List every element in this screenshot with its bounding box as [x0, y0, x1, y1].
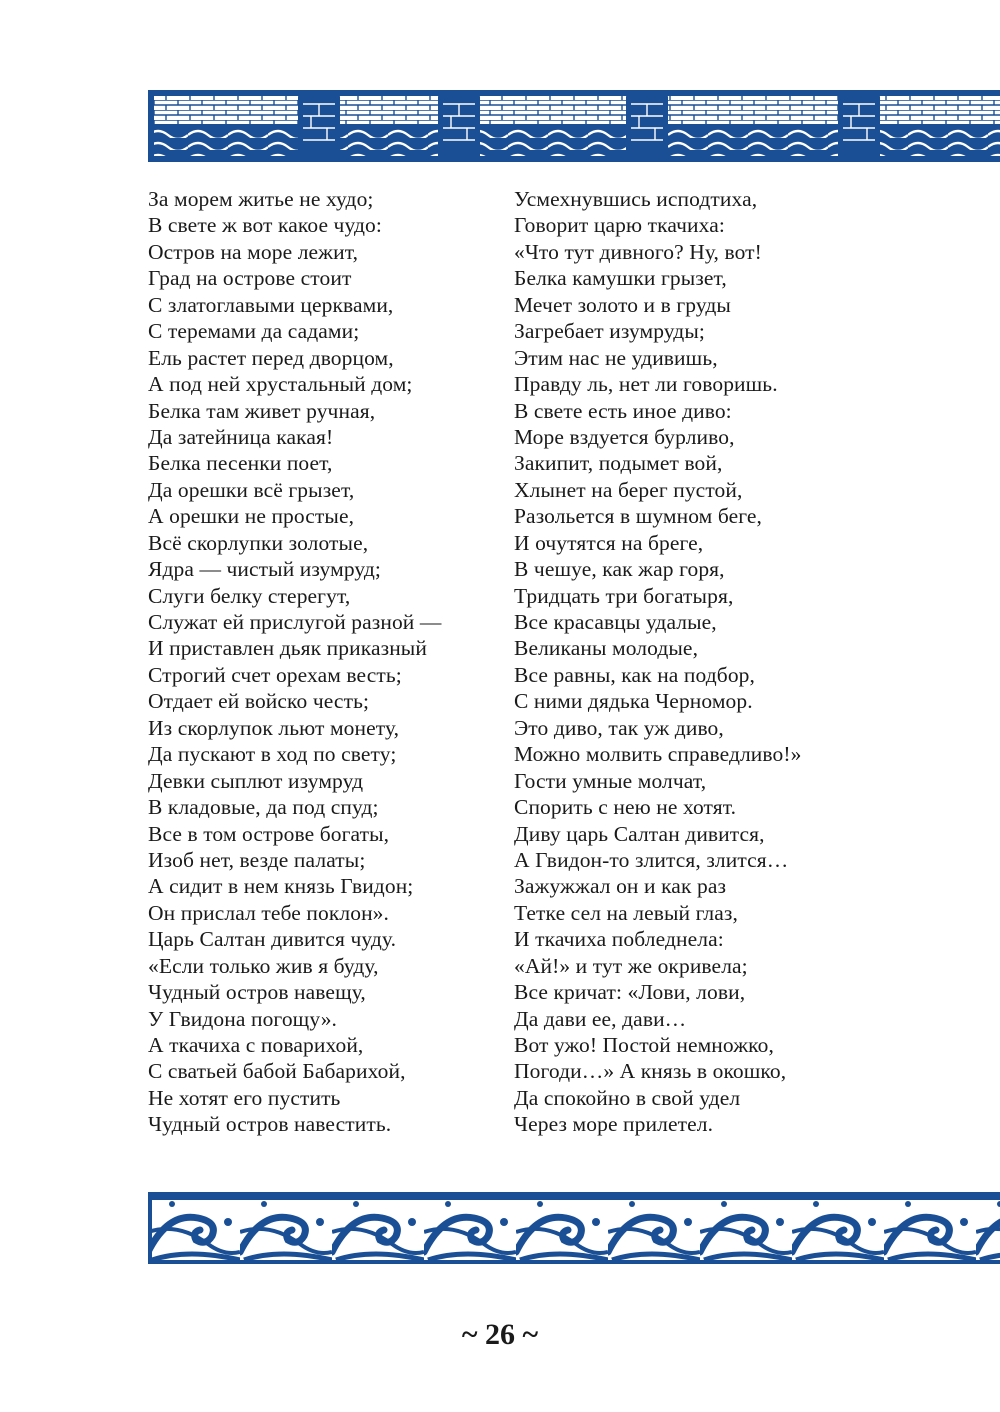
poem-line: Белка там живет ручная, — [148, 398, 376, 423]
poem-line: Этим нас не удивишь, — [514, 345, 718, 370]
poem-line: Чудный остров навещу, — [148, 980, 366, 1005]
poem-line: Ядра — чистый изумруд; — [148, 557, 381, 582]
poem-line: Чудный остров навестить. — [148, 1112, 392, 1137]
poem-line: С ними дядька Черномор. — [514, 689, 753, 714]
poem-line: Все равны, как на подбор, — [514, 662, 756, 687]
poem-line: И приставлен дьяк приказный — [148, 636, 427, 661]
poem-line: Белка песенки поет, — [148, 451, 333, 476]
top-wall-wave-ornament — [148, 90, 1000, 162]
poem-line: Ель растет перед дворцом, — [148, 345, 394, 370]
poem-left-column — [148, 186, 498, 1138]
poem-line: В свете есть иное диво: — [514, 398, 732, 423]
poem-line: Строгий счет орехам весть; — [148, 662, 402, 687]
poem-line: Это диво, так уж диво, — [514, 715, 724, 740]
poem-line: Да орешки всё грызет, — [148, 477, 355, 502]
poem-line: Зажужжал он и как раз — [514, 874, 727, 899]
poem-line: И ткачиха побледнела: — [514, 927, 724, 952]
poem-line: Все в том острове богаты, — [148, 821, 390, 846]
poem-line: А орешки не простые, — [148, 504, 355, 529]
poem-line: Служат ей прислугой разной — — [148, 610, 442, 634]
poem-line: Спорить с нею не хотят. — [514, 795, 737, 820]
poem-line: Слуги белку стерегут, — [148, 583, 351, 608]
page-number: ~ 26 ~ — [461, 1318, 539, 1351]
poem-line: «Если только жив я буду, — [148, 953, 379, 978]
poem-line: Разольется в шумном беге, — [514, 504, 763, 529]
poem-line: Погоди…» А князь в окошко, — [514, 1059, 787, 1084]
poem-line: «Ай!» и тут же окривела; — [514, 953, 748, 978]
poem-line: Все кричат: «Лови, лови, — [514, 980, 746, 1005]
poem-line: Говорит царю ткачиха: — [514, 213, 725, 238]
poem-line: Да спокойно в свой удел — [514, 1085, 741, 1110]
poem-line: Великаны молодые, — [514, 636, 699, 661]
poem-line: Загребает изумруды; — [514, 319, 705, 344]
poem-line: Все красавцы удалые, — [514, 610, 717, 634]
poem-line: Можно молвить справедливо!» — [514, 742, 802, 767]
poem-line: Град на острове стоит — [148, 266, 352, 291]
poem-line: Да пускают в ход по свету; — [148, 742, 397, 767]
poem-line: Закипит, подымет вой, — [514, 451, 723, 476]
poem-line: И очутятся на бреге, — [514, 530, 704, 555]
poem-line: У Гвидона погощу». — [148, 1006, 338, 1031]
poem-line: Царь Салтан дивится чуду. — [148, 927, 397, 952]
poem-line: Да дави ее, дави… — [514, 1006, 687, 1031]
poem-line: Отдает ей войско честь; — [148, 689, 370, 714]
poem-line: Да затейница какая! — [148, 424, 334, 449]
poem-line: А Гвидон-то злится, злится… — [514, 847, 789, 872]
poem-line: Изоб нет, везде палаты; — [148, 847, 366, 872]
poem-line: Мечет золото и в груды — [514, 292, 731, 317]
poem-line: Вот ужо! Постой немножко, — [514, 1033, 774, 1057]
poem-line: Диву царь Салтан дивится, — [514, 821, 765, 846]
poem-line: Через море прилетел. — [514, 1112, 714, 1137]
poem-line: Из скорлупок льют монету, — [148, 715, 400, 740]
poem-line: Усмехнувшись исподтиха, — [514, 187, 758, 211]
poem-line: С сватьей бабой Бабарихой, — [148, 1059, 406, 1084]
poem-line: «Что тут дивного? Ну, вот! — [514, 239, 762, 264]
poem-line: Хлынет на берег пустой, — [514, 477, 743, 502]
poem-line: С златоглавыми церквами, — [148, 292, 394, 317]
poem-line: В чешуе, как жар горя, — [514, 557, 725, 582]
poem-line: Он прислал тебе поклон». — [148, 900, 389, 925]
poem-line: Тетке сел на левый глаз, — [514, 900, 738, 925]
poem-line: А под ней хрустальный дом; — [148, 372, 413, 397]
poem-line: Остров на море лежит, — [148, 239, 359, 264]
poem-right-column — [514, 186, 854, 1138]
poem-line: Гости умные молчат, — [514, 768, 707, 793]
poem-line: В свете ж вот какое чудо: — [148, 213, 382, 238]
poem-line: Море вздуется бурливо, — [514, 424, 735, 449]
poem-line: А сидит в нем князь Гвидон; — [148, 874, 414, 899]
poem-line: Правду ль, нет ли говоришь. — [514, 372, 778, 397]
poem-line: Девки сыплют изумруд — [148, 768, 364, 793]
poem-line: Всё скорлупки золотые, — [148, 530, 369, 555]
poem-line: Не хотят его пустить — [148, 1085, 341, 1110]
poem-line: С теремами да садами; — [148, 319, 360, 344]
bottom-wave-ornament — [148, 1192, 1000, 1264]
poem-line: За морем житье не худо; — [148, 187, 374, 211]
poem-line: Белка камушки грызет, — [514, 266, 727, 291]
poem-line: Тридцать три богатыря, — [514, 583, 734, 608]
poem-line: В кладовые, да под спуд; — [148, 795, 379, 820]
poem-line: А ткачиха с поварихой, — [148, 1033, 364, 1057]
